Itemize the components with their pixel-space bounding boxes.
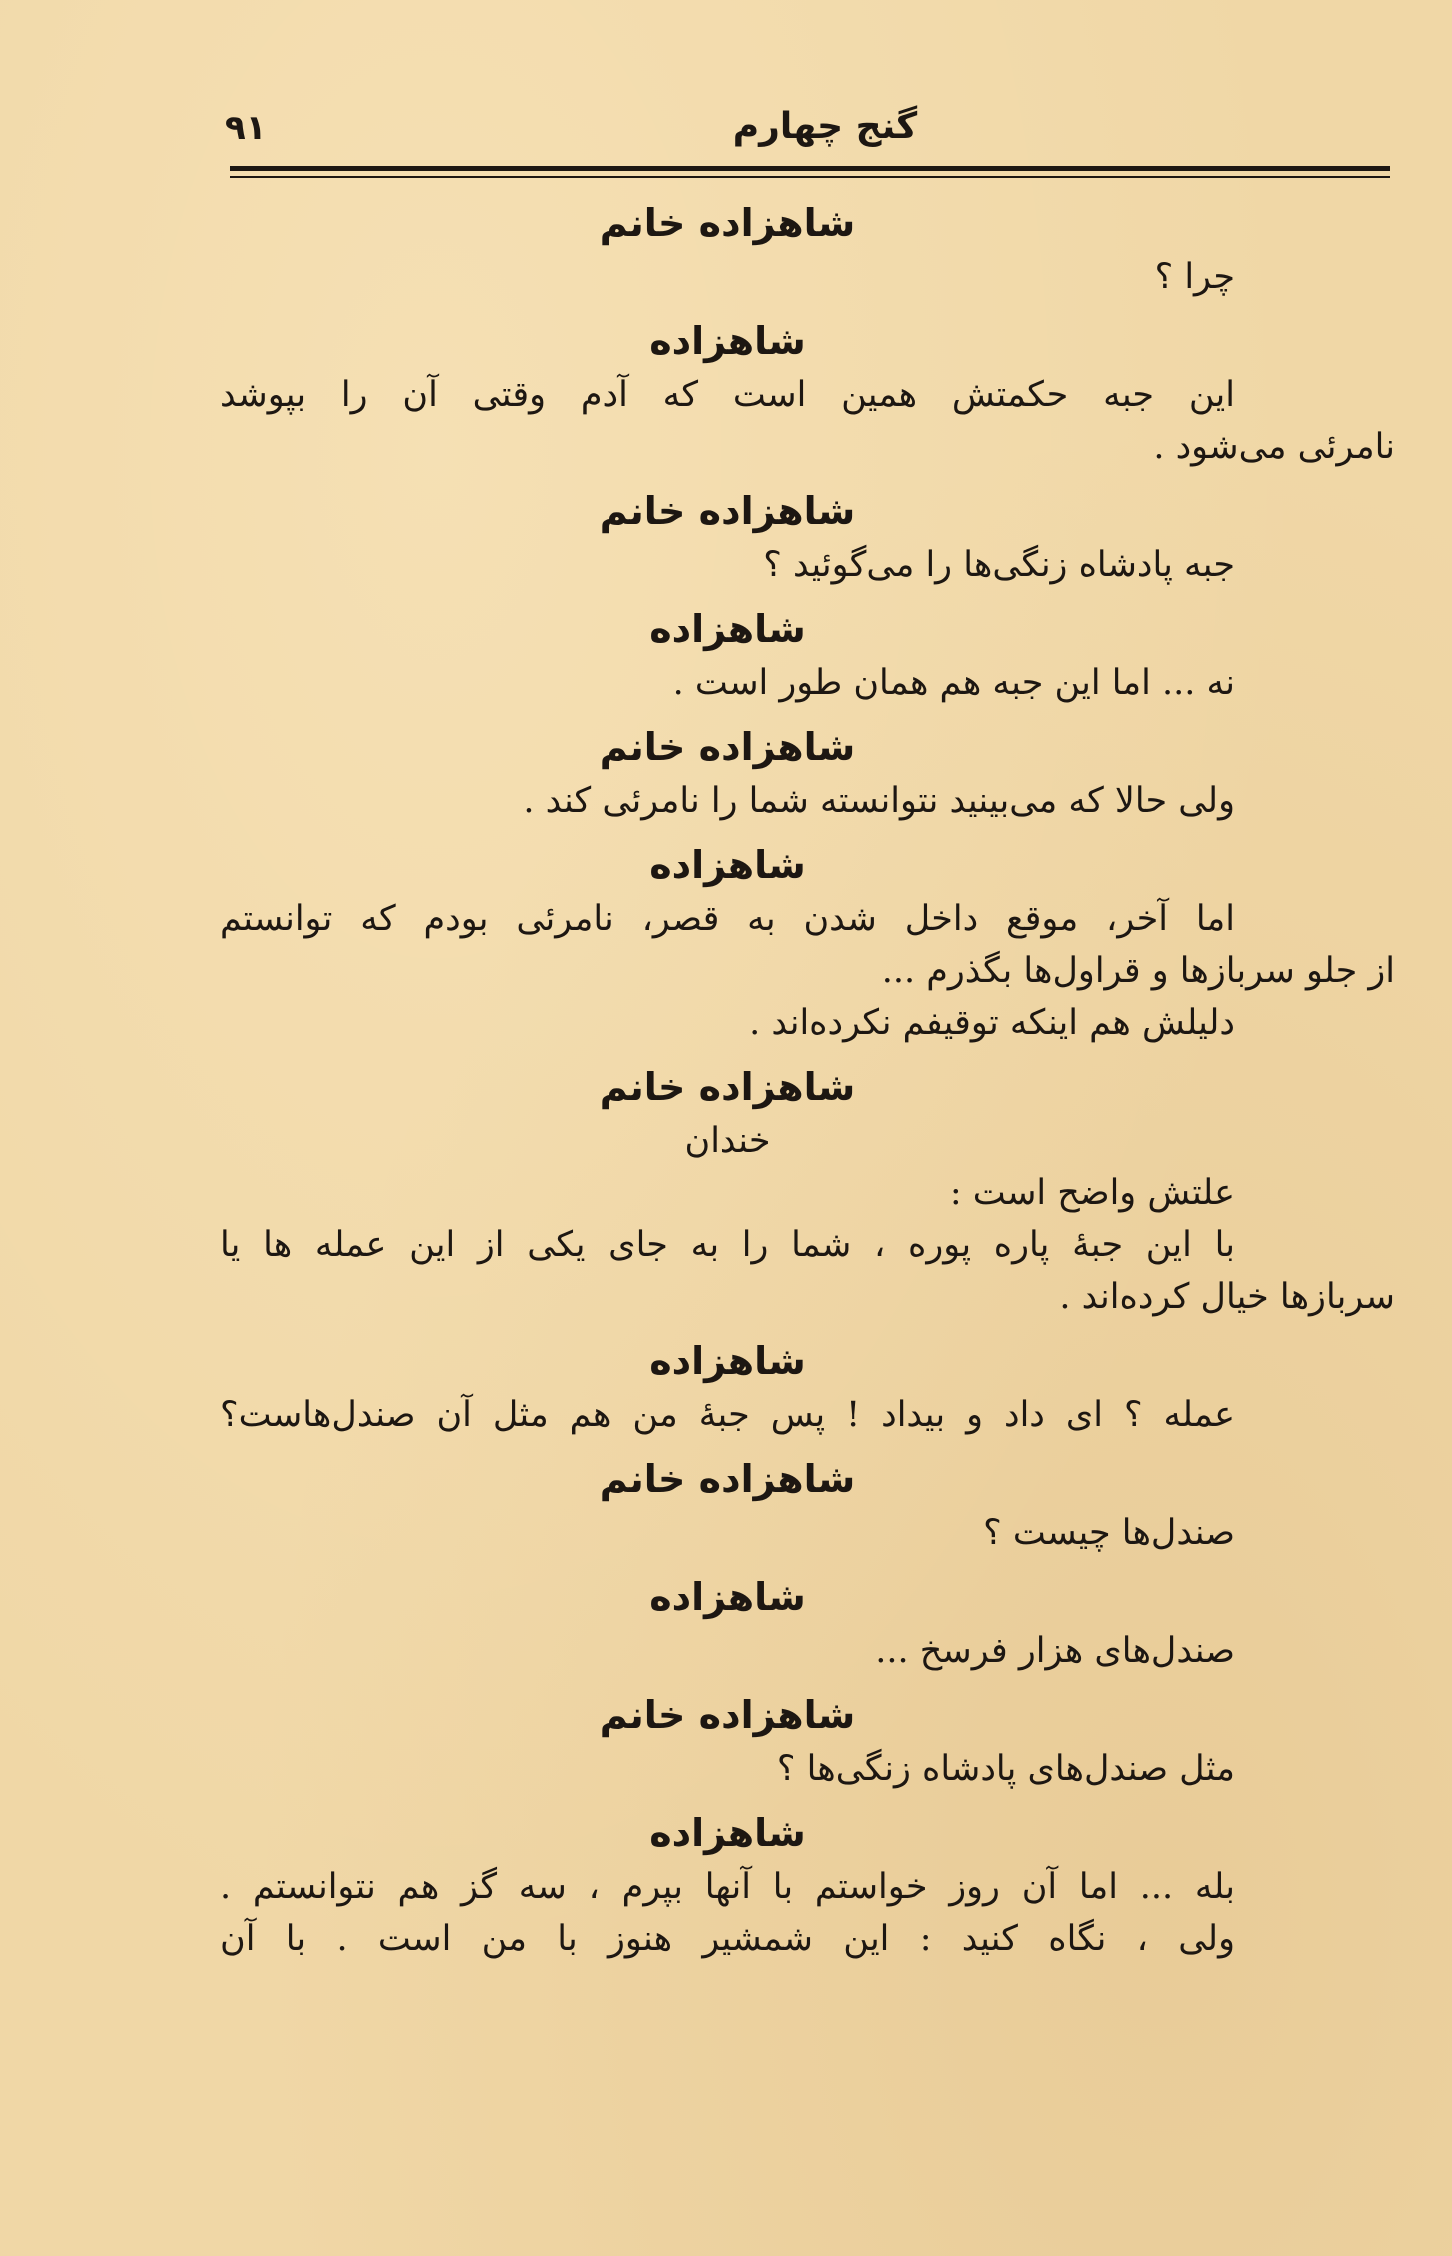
speaker-name: شاهزاده: [649, 319, 806, 363]
dialogue-line: صندل‌های هزار فرسخ ...: [875, 1631, 1235, 1671]
dialogue-line: صندل‌ها چیست ؟: [983, 1513, 1235, 1553]
header-rule-thick: [230, 166, 1390, 171]
dialogue-line: نامرئی می‌شود .: [1153, 427, 1395, 467]
dialogue-line: چرا ؟: [1154, 257, 1235, 297]
dialogue-line: عمله ؟ ای داد و بیداد ! پس جبهٔ من هم مثل آن صندل‌هاست؟: [220, 1395, 1235, 1435]
dialogue-line: نه ... اما این جبه هم همان طور است .: [672, 663, 1235, 703]
speaker-name: شاهزاده: [649, 607, 806, 651]
speaker-name: شاهزاده: [649, 1811, 806, 1855]
speaker-name: شاهزاده خانم: [599, 489, 856, 533]
dialogue-line: دلیلش هم اینکه توقیفم نکرده‌اند .: [749, 1003, 1235, 1043]
speaker-name: شاهزاده: [649, 1575, 806, 1619]
dialogue-line: با این جبهٔ پاره پوره ، شما را به جای یکی از این عمله ها یا: [220, 1225, 1235, 1265]
dialogue-line: این جبه حکمتش همین است که آدم وقتی آن را بپوشد: [220, 375, 1235, 415]
speaker-name: شاهزاده خانم: [599, 725, 856, 769]
page-header: [225, 100, 1390, 160]
dialogue-body: [220, 195, 1395, 1965]
dialogue-line: ولی ، نگاه کنید : این شمشیر هنوز با من است . با آن: [220, 1919, 1235, 1959]
header-rule-thin: [230, 176, 1390, 178]
speaker-name: شاهزاده: [649, 843, 806, 887]
running-title: گنج چهارم: [732, 106, 918, 147]
dialogue-line: بله ... اما آن روز خواستم با آنها بپرم ، سه گز هم نتوانستم .: [220, 1867, 1235, 1907]
speaker-name: شاهزاده خانم: [599, 1457, 856, 1501]
speaker-name: شاهزاده خانم: [599, 1065, 856, 1109]
speaker-name: شاهزاده خانم: [599, 201, 856, 245]
speaker-name: شاهزاده: [649, 1339, 806, 1383]
dialogue-line: جبه پادشاه زنگی‌ها را می‌گوئید ؟: [763, 545, 1235, 585]
dialogue-line: علتش واضح است :: [949, 1173, 1235, 1213]
speaker-name: شاهزاده خانم: [599, 1693, 856, 1737]
page-number: ۹۱: [225, 108, 267, 148]
dialogue-line: اما آخر، موقع داخل شدن به قصر، نامرئی بودم که توانستم: [220, 899, 1235, 939]
dialogue-line: مثل صندل‌های پادشاه زنگی‌ها ؟: [776, 1749, 1235, 1789]
dialogue-line: سربازها خیال کرده‌اند .: [1059, 1277, 1395, 1317]
dialogue-line: ولی حالا که می‌بینید نتوانسته شما را نامرئی کند .: [523, 781, 1235, 821]
dialogue-line: از جلو سربازها و قراول‌ها بگذرم ...: [881, 951, 1395, 991]
stage-direction: خندان: [684, 1121, 771, 1161]
